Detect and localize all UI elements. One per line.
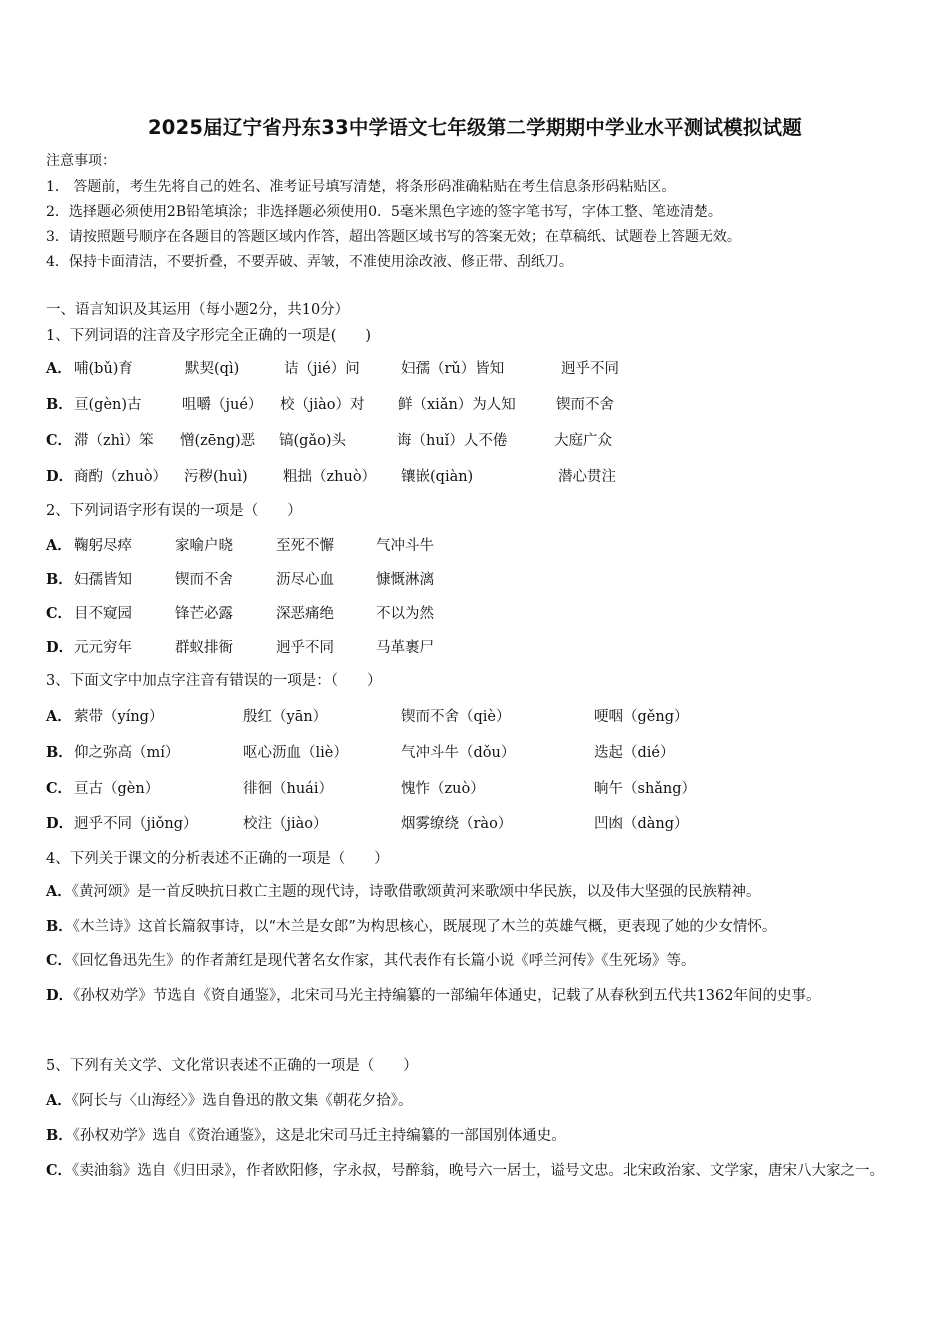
q1-option-c-letter: C． — [46, 432, 73, 449]
q1-option-a-item: 妇孺（rǔ）皆知 — [401, 361, 505, 377]
question-3-stem: 3、下面文字中加点字注音有错误的一项是：（ ） — [46, 673, 382, 689]
q3-option-a-item: 萦带（yíng） — [74, 709, 164, 725]
q3-option-d-letter: D． — [46, 815, 74, 832]
q4-option-d — [46, 978, 908, 1014]
q2-option-c-item: 目不窥园 — [74, 606, 132, 622]
q5-option-c-text: 《卖油翁》选自《归田录》，作者欧阳修，字永叔，号醉翁，晚号六一居士，谥号文忠。北宋政治家、文学家，唐宋八大家之一。 — [72, 1163, 885, 1179]
notice-item: 4．保持卡面清洁，不要折叠，不要弄破、弄皱，不准使用涂改液、修正带、刮纸刀。 — [46, 254, 573, 270]
q1-option-b-item: 咀嚼（jué） — [182, 397, 263, 413]
q2-option-d-item: 元元穷年 — [74, 640, 132, 656]
q1-option-b-item: 锲而不舍 — [556, 397, 614, 413]
page-title: 2025届辽宁省丹东33中学语文七年级第二学期期中学业水平测试模拟试题 — [148, 116, 802, 139]
q3-option-c-letter: C． — [46, 780, 73, 797]
q3-option-c-item: 亘古（gèn） — [74, 781, 160, 797]
q5-option-c-letter: C． — [46, 1162, 73, 1179]
q1-option-b-letter: B． — [46, 396, 73, 413]
q2-option-b-item: 沥尽心血 — [276, 572, 334, 588]
q3-option-b-item: 呕心沥血（liè） — [243, 745, 348, 761]
q1-option-b-item: 亘(gèn)古 — [74, 397, 142, 413]
question-5-stem: 5、下列有关文学、文化常识表述不正确的一项是（ ） — [46, 1058, 418, 1074]
q3-option-a-item: 殷红（yān） — [243, 709, 328, 725]
q2-option-b-item: 锲而不舍 — [175, 572, 233, 588]
question-2-stem: 2、下列词语字形有误的一项是（ ） — [46, 503, 302, 519]
q1-option-a-item: 诘（jié）问 — [284, 361, 360, 377]
q3-option-b-item: 仰之弥高（mí） — [74, 745, 180, 761]
q2-option-b-item: 妇孺皆知 — [74, 572, 132, 588]
q3-option-b-item: 迭起（dié） — [594, 745, 675, 761]
q2-option-c-item: 锋芒必露 — [175, 606, 233, 622]
q3-option-b-letter: B． — [46, 744, 73, 761]
notice-item: 1． 答题前，考生先将自己的姓名、准考证号填写清楚，将条形码准确粘贴在考生信息条形码粘贴区。 — [46, 179, 676, 195]
q5-option-a-letter: A． — [46, 1092, 72, 1109]
q3-option-d-item: 凹凼（dàng） — [594, 816, 689, 832]
q3-option-b-item: 气冲斗牛（dǒu） — [401, 745, 516, 761]
q1-option-a-item: 默契(qì) — [185, 361, 240, 377]
q5-option-a — [46, 1083, 908, 1119]
q2-option-c-letter: C． — [46, 605, 73, 622]
q4-option-a-letter: A． — [46, 883, 72, 900]
q2-option-d-item: 马革裹尸 — [376, 640, 434, 656]
q5-option-b — [46, 1118, 908, 1154]
notice-item: 2．选择题必须使用2B铅笔填涂；非选择题必须使用0．5毫米黑色字迹的签字笔书写，字体工整、笔迹清楚。 — [46, 204, 722, 220]
q4-option-b-text: 《木兰诗》这首长篇叙事诗，以“木兰是女郎”为构思核心，既展现了木兰的英雄气概，更表现了她的少女情怀。 — [72, 919, 777, 935]
q3-option-c-item: 徘徊（huái） — [243, 781, 333, 797]
q4-option-c-text: 《回忆鲁迅先生》的作者萧红是现代著名女作家，其代表作有长篇小说《呼兰河传》《生死场》等。 — [72, 953, 696, 969]
q1-option-d-item: 潜心贯注 — [558, 469, 616, 485]
question-1-stem: 1、下列词语的注音及字形完全正确的一项是( ) — [46, 328, 372, 344]
q4-option-a — [46, 874, 908, 910]
q1-option-c-item: 镐(gǎo)头 — [279, 433, 346, 449]
q2-option-d-item: 群蚁排衙 — [175, 640, 233, 656]
q4-option-d-text: 《孙权劝学》节选自《资自通鉴》，北宋司马光主持编纂的一部编年体通史，记载了从春秋到五代共1362年间的史事。 — [73, 988, 821, 1004]
q1-option-d-letter: D． — [46, 468, 74, 485]
q4-option-c — [46, 943, 908, 979]
q4-option-a-text: 《黄河颂》是一首反映抗日救亡主题的现代诗，诗歌借歌颂黄河来歌颂中华民族，以及伟大坚强的民族精神。 — [71, 884, 761, 900]
q4-option-b — [46, 909, 908, 945]
q3-option-d-item: 迥乎不同（jiǒng） — [74, 816, 198, 832]
q5-option-a-text: 《阿长与〈山海经〉》选自鲁迅的散文集《朝花夕拾》。 — [71, 1093, 413, 1109]
q1-option-d-item: 污秽(huì) — [184, 469, 248, 485]
q5-option-b-letter: B． — [46, 1127, 73, 1144]
q2-option-a-item: 鞠躬尽瘁 — [74, 538, 132, 554]
q3-option-d-item: 烟雾缭绕（rào） — [401, 816, 513, 832]
q1-option-a-item: 哺(bǔ)育 — [74, 361, 133, 377]
q2-option-d-letter: D． — [46, 639, 74, 656]
q3-option-a-letter: A． — [46, 708, 72, 725]
q1-option-d-item: 镶嵌(qiàn) — [401, 469, 474, 485]
q4-option-c-letter: C． — [46, 952, 73, 969]
q4-option-b-letter: B． — [46, 918, 73, 935]
q4-option-d-letter: D． — [46, 987, 74, 1004]
q1-option-c-item: 憎(zēng)恶 — [180, 433, 256, 449]
q1-option-d-item: 粗拙（zhuò） — [283, 469, 377, 485]
q2-option-b-letter: B． — [46, 571, 73, 588]
q1-option-c-item: 大庭广众 — [554, 433, 612, 449]
q2-option-d-item: 迥乎不同 — [276, 640, 334, 656]
q1-option-d-item: 商酌（zhuò） — [74, 469, 168, 485]
q5-option-c — [46, 1153, 908, 1189]
q2-option-a-item: 至死不懈 — [276, 538, 334, 554]
q3-option-a-item: 哽咽（gěng） — [594, 709, 689, 725]
q1-option-c-item: 滞（zhì）笨 — [74, 433, 154, 449]
q1-option-c-item: 诲（huǐ）人不倦 — [397, 433, 508, 449]
section-heading: 一、语言知识及其运用（每小题2分，共10分） — [46, 302, 350, 318]
notice-heading: 注意事项： — [46, 153, 116, 169]
q2-option-b-item: 慷慨淋漓 — [376, 572, 434, 588]
q1-option-a-letter: A． — [46, 360, 72, 377]
question-4-stem: 4、下列关于课文的分析表述不正确的一项是（ ） — [46, 851, 389, 867]
notice-item: 3．请按照题号顺序在各题目的答题区域内作答，超出答题区域书写的答案无效；在草稿纸、试题卷上答题无效。 — [46, 229, 741, 245]
q3-option-c-item: 晌午（shǎng） — [594, 781, 697, 797]
q2-option-a-letter: A． — [46, 537, 72, 554]
q1-option-a-item: 迥乎不同 — [561, 361, 619, 377]
q3-option-c-item: 愧怍（zuò） — [401, 781, 485, 797]
q5-option-b-text: 《孙权劝学》选自《资治通鉴》，这是北宋司马迁主持编纂的一部国别体通史。 — [72, 1128, 566, 1144]
q2-option-c-item: 深恶痛绝 — [276, 606, 334, 622]
q1-option-b-item: 鲜（xiǎn）为人知 — [398, 397, 516, 413]
q2-option-a-item: 气冲斗牛 — [376, 538, 434, 554]
q1-option-b-item: 校（jiào）对 — [280, 397, 365, 413]
q3-option-a-item: 锲而不舍（qiè） — [401, 709, 511, 725]
q3-option-d-item: 校注（jiào） — [243, 816, 328, 832]
q2-option-c-item: 不以为然 — [376, 606, 434, 622]
q2-option-a-item: 家喻户晓 — [175, 538, 233, 554]
